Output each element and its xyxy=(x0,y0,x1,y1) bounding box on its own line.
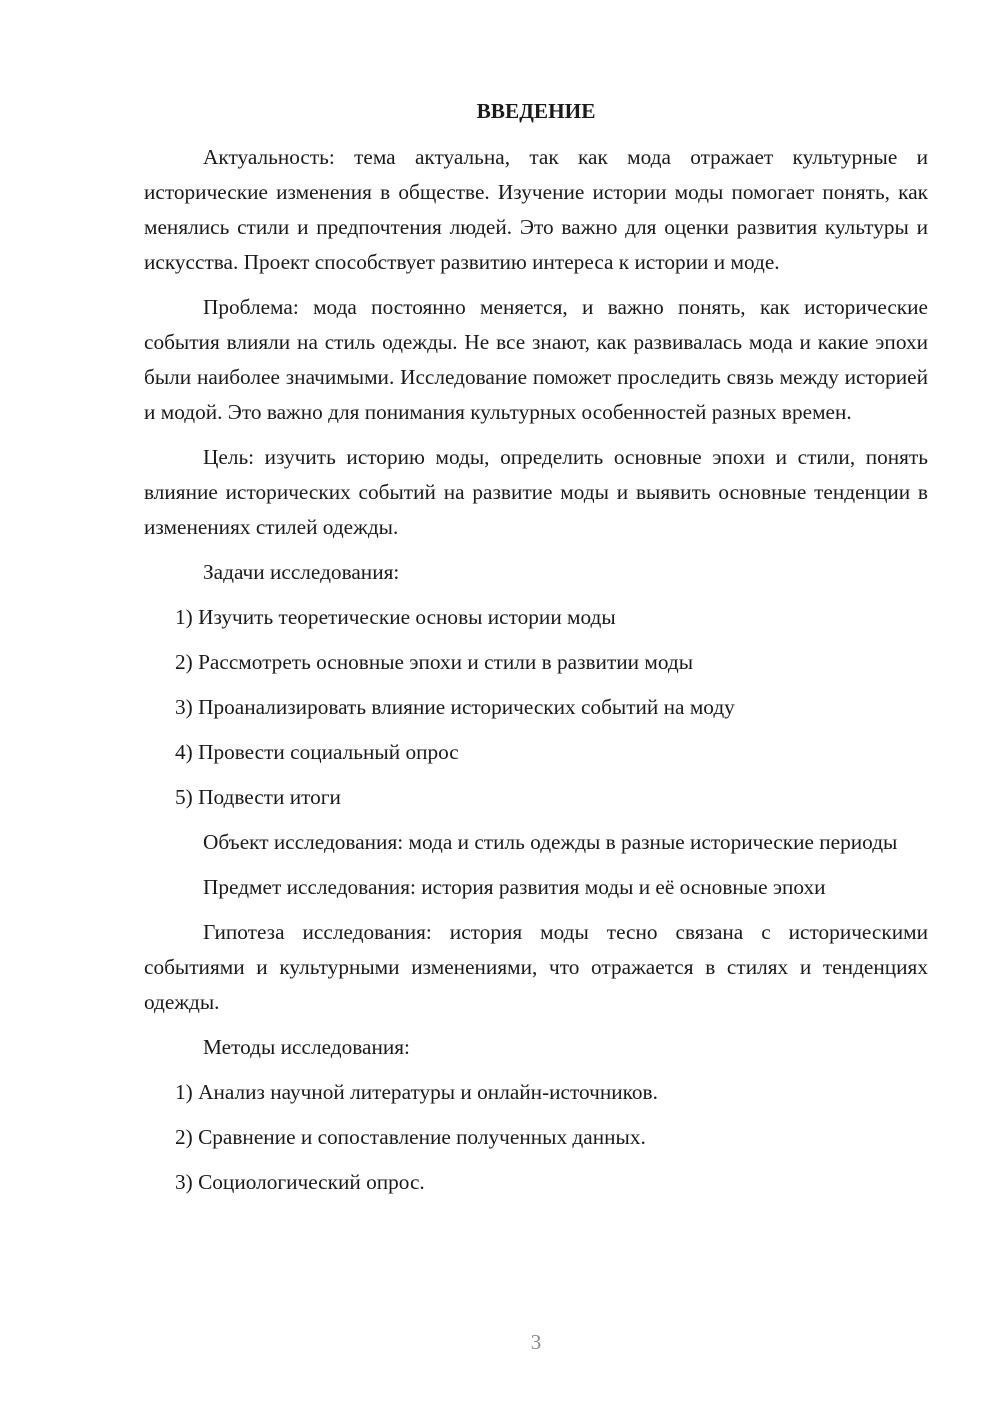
section-title: ВВЕДЕНИЕ xyxy=(476,99,596,123)
task-item: 2) Рассмотреть основные эпохи и стили в развитии моды xyxy=(175,650,694,674)
method-item: 3) Социологический опрос. xyxy=(175,1170,425,1194)
methods-list xyxy=(144,1075,928,1200)
tasks-heading: Задачи исследования: xyxy=(203,560,400,584)
subject-paragraph: Предмет исследования: история развития моды и её основные эпохи xyxy=(203,875,826,899)
task-item: 4) Провести социальный опрос xyxy=(175,740,459,764)
relevance-paragraph: Актуальность: тема актуальна, так как мода отражает культурные и исторические изменения в обществе. Изучение истории моды помогает понять, как менялись стили и предпочтения людей. Это важно для оценки развития культуры и искусства. Проект способствует развитию интереса к истории и моде. xyxy=(144,145,928,274)
tasks-list xyxy=(144,600,928,815)
document-page xyxy=(144,96,928,1210)
goal-paragraph: Цель: изучить историю моды, определить основные эпохи и стили, понять влияние исторических событий на развитие моды и выявить основные тенденции в изменениях стилей одежды. xyxy=(144,445,928,539)
page-number: 3 xyxy=(530,1330,542,1354)
task-item: 3) Проанализировать влияние исторических событий на моду xyxy=(175,695,735,719)
object-paragraph: Объект исследования: мода и стиль одежды в разные исторические периоды xyxy=(203,830,898,854)
hypothesis-paragraph: Гипотеза исследования: история моды тесно связана с историческими событиями и культурными изменениями, что отражается в стилях и тенденциях одежды. xyxy=(144,920,928,1014)
problem-paragraph: Проблема: мода постоянно меняется, и важно понять, как исторические события влияли на стиль одежды. Не все знают, как развивалась мода и какие эпохи были наиболее значимыми. Исследование поможет проследить связь между историей и модой. Это важно для понимания культурных особенностей разных времен. xyxy=(144,295,928,424)
methods-heading: Методы исследования: xyxy=(203,1035,410,1059)
method-item: 2) Сравнение и сопоставление полученных данных. xyxy=(175,1125,646,1149)
method-item: 1) Анализ научной литературы и онлайн-источников. xyxy=(175,1080,658,1104)
task-item: 5) Подвести итоги xyxy=(175,785,341,809)
task-item: 1) Изучить теоретические основы истории моды xyxy=(175,605,616,629)
